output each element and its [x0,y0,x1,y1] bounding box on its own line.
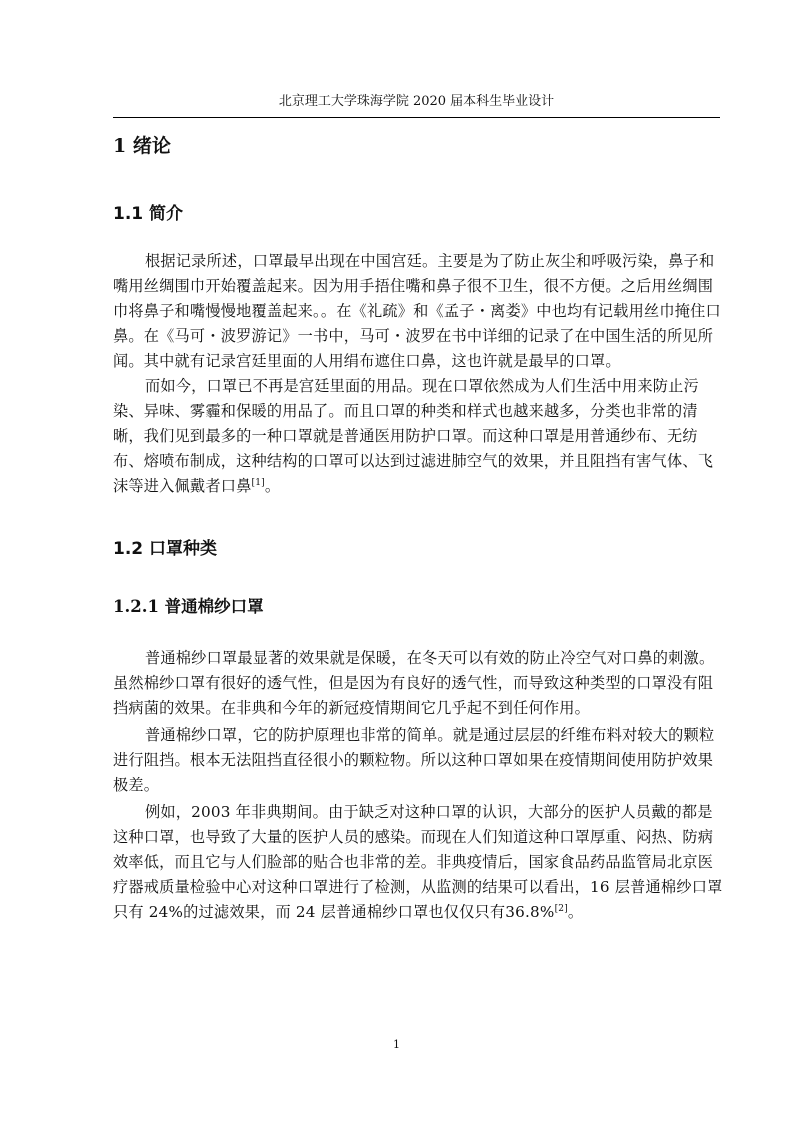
header-rule [113,117,720,118]
paragraph-text: 根据记录所述，口罩最早出现在中国宫廷。主要是为了防止灰尘和呼吸污染，鼻子和嘴用丝绸围巾开始覆盖起来。因为用手捂住嘴和鼻子很不卫生，很不方便。之后用丝绸围巾将鼻子和嘴慢慢地覆盖起来。。在《礼疏》和《孟子・离娄》中也均有记载用丝巾掩住口鼻。在《马可・波罗游记》一书中，马可・波罗在书中详细的记录了在中国生活的所见所闻。其中就有记录宫廷里面的人用绢布遮住口鼻，这也许就是最早的口罩。 [113,252,721,370]
paragraph-text: 普通棉纱口罩最显著的效果就是保暖，在冬天可以有效的防止冷空气对口鼻的刺激。虽然棉纱口罩有很好的透气性，但是因为有良好的透气性，而导致这种类型的口罩没有阻挡病菌的效果。在非典和今年的新冠疫情期间它几乎起不到任何作用。 [113,649,715,717]
page-number: 1 [393,1038,400,1051]
subsection-title-1-2-1: 1.2.1 普通棉纱口罩 [113,597,264,616]
paragraph-intro-1 [113,249,723,374]
paragraph-end: 。 [567,903,584,921]
paragraph-cotton-3 [113,800,723,925]
section-title-1-2: 1.2 口罩种类 [113,539,218,559]
paragraph-text: 而如今，口罩已不再是宫廷里面的用品。现在口罩依然成为人们生活中用来防止污染、异味、雾霾和保暖的用品了。而且口罩的种类和样式也越来越多，分类也非常的清晰，我们见到最多的一种口罩就是普通医用防护口罩。而这种口罩是用普通纱布、无纺布、熔喷布制成，这种结构的口罩可以达到过滤进肺空气的效果，并且阻挡有害气体、飞沫等进入佩戴者口鼻 [113,377,714,495]
section-title-1-1: 1.1 简介 [113,204,184,224]
paragraph-intro-2 [113,374,723,499]
chapter-title: 1 绪论 [113,135,171,157]
paragraph-text: 例如，2003 年非典期间。由于缺乏对这种口罩的认识，大部分的医护人员戴的都是这种口罩，也导致了大量的医护人员的感染。而现在人们知道这种口罩厚重、闷热、防病效率低，而且它与人们脸部的贴合也非常的差。非典疫情后，国家食品药品监管局北京医疗器戒质量检验中心对这种口罩进行了检测，从监测的结果可以看出，16 层普通棉纱口罩只有 24%的过滤效果，而 24 层普通棉纱口罩也仅仅只有36.8% [113,803,723,921]
citation-ref: [2] [554,903,568,914]
page-header: 北京理工大学珠海学院 2020 届本科生毕业设计 [278,94,555,109]
citation-ref: [1] [251,477,265,488]
paragraph-cotton-2 [113,723,723,798]
paragraph-cotton-1 [113,646,723,721]
paragraph-text: 普通棉纱口罩，它的防护原理也非常的简单。就是通过层层的纤维布料对较大的颗粒进行阻挡。根本无法阻挡直径很小的颗粒物。所以这种口罩如果在疫情期间使用防护效果极差。 [113,726,715,794]
paragraph-end: 。 [264,477,281,495]
